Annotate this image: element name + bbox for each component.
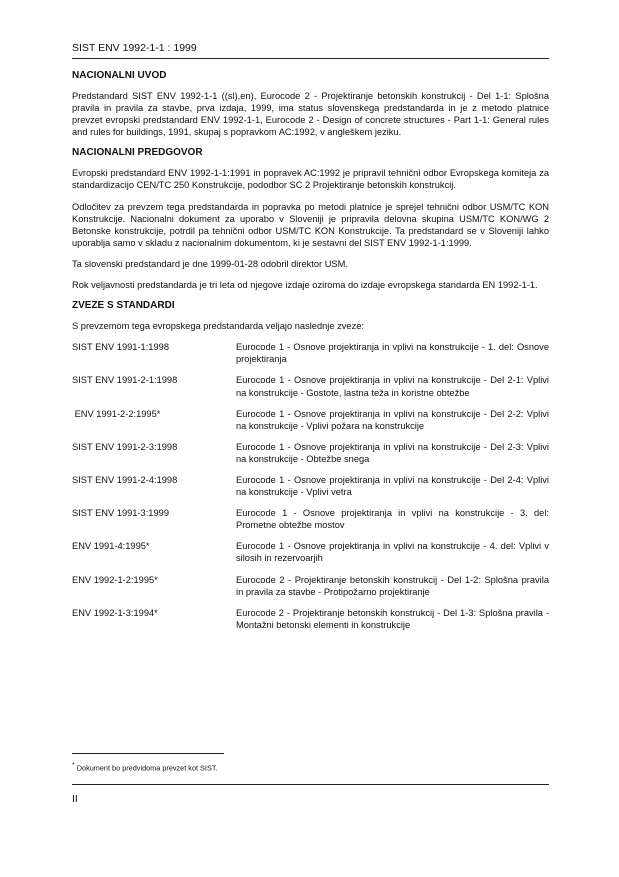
header-rule bbox=[72, 58, 549, 59]
document-header: SIST ENV 1992-1-1 : 1999 bbox=[72, 42, 197, 54]
footer-rule bbox=[72, 784, 549, 785]
section-heading: NACIONALNI UVOD bbox=[72, 70, 167, 81]
section-heading: NACIONALNI PREDGOVOR bbox=[72, 147, 203, 159]
reference-row bbox=[72, 574, 549, 598]
reference-code: SIST ENV 1991-2-1:1998 bbox=[72, 375, 178, 386]
reference-description: Eurocode 2 - Projektiranje betonskih konstrukcij - Del 1-2: Splošna pravila in pravila za stavbe - Protipožarno projektiranje bbox=[236, 574, 549, 597]
paragraph: Predstandard SIST ENV 1992-1-1 ((sl),en), Eurocode 2 - Projektiranje betonskih konstrukcij - Del 1-1: Splošna pravila in pravila za stavbe, prva izdaja, 1999, ima status slovenskega predstandarda in je z metodo platnice prevzet evropski predstandard ENV 1992-1-1, Eurocode 2 - Design of concrete structures - Part 1-1: General rules and rules for buildings, 1991, skupaj s popravkom AC:1992, v angleškem jeziku. bbox=[72, 91, 549, 138]
reference-description: Eurocode 1 - Osnove projektiranja in vplivi na konstrukcije - Del 2-1: Vplivi na konstrukcije - Gostote, lastna teža in koristne obtežbe bbox=[236, 375, 549, 398]
reference-description: Eurocode 1 - Osnove projektiranja in vplivi na konstrukcije - Del 2-3: Vplivi na konstrukcije - Obtežbe snega bbox=[236, 441, 549, 464]
paragraph: S prevzemom tega evropskega predstandarda veljajo naslednje zveze: bbox=[72, 321, 364, 332]
reference-description: Eurocode 1 - Osnove projektiranja in vplivi na konstrukcije - 4. del: Vplivi v silosih in rezervoarjih bbox=[236, 541, 549, 564]
reference-code: SIST ENV 1991-2-3:1998 bbox=[72, 441, 178, 452]
reference-code: SIST ENV 1991-2-4:1998 bbox=[72, 474, 178, 485]
reference-list bbox=[72, 341, 549, 631]
footnote-text: Dokument bo predvidoma prevzet kot SIST. bbox=[74, 763, 218, 773]
reference-row bbox=[72, 374, 549, 398]
reference-description: Eurocode 1 - Osnove projektiranja in vplivi na konstrukcije - Del 2-4: Vplivi na konstrukcije - Vplivi vetra bbox=[236, 474, 549, 498]
reference-description: Eurocode 1 - Osnove projektiranja in vplivi na konstrukcije - 3. del: Prometne obtežbe mostov bbox=[236, 508, 549, 531]
footnote-marker: * bbox=[72, 762, 75, 769]
reference-row bbox=[72, 507, 549, 531]
paragraph: Odločitev za prevzem tega predstandarda in popravka po metodi platnice je sprejel tehnični odbor USM/TC KON Konstrukcije. Nacionalni dokument za uporabo v Sloveniji je pripravila delovna skupina USM/TC KON/WG 2 Betonske konstrukcije, potrdil pa tehnični odbor USM/TC KON Konstrukcije. Ta predstandard se v Sloveniji lahko uporablja samo v skladu z nacionalnim dokumentom, ki je sestavni del SIST ENV 1992-1-1:1999. bbox=[72, 201, 549, 248]
paragraph: Evropski predstandard ENV 1992-1-1:1991 in popravek AC:1992 je pripravil tehnični odbor Evropskega komiteja za standardizacijo CEN/TC 250 Konstrukcije, pododbor SC 2 Projektiranje betonskih konstrukcij. bbox=[72, 168, 549, 191]
reference-description: Eurocode 1 - Osnove projektiranja in vplivi na konstrukcije - Del 2-2: Vplivi na konstrukcije - Vplivi požara na konstrukcije bbox=[236, 408, 549, 431]
paragraph: Ta slovenski predstandard je dne 1999-01-28 odobril direktor USM. bbox=[72, 258, 348, 269]
reference-code: ENV 1991-4:1995* bbox=[72, 541, 150, 552]
reference-row bbox=[72, 441, 549, 465]
reference-code: SIST ENV 1991-1:1998 bbox=[72, 342, 169, 353]
reference-code: SIST ENV 1991-3:1999 bbox=[72, 508, 169, 519]
page-content bbox=[72, 70, 549, 640]
reference-row bbox=[72, 408, 549, 432]
reference-description: Eurocode 2 - Projektiranje betonskih konstrukcij - Del 1-3: Splošna pravila - Montažni betonski elementi in konstrukcije bbox=[236, 607, 549, 630]
footnote-rule bbox=[72, 753, 224, 754]
reference-code: ENV 1992-1-3:1994* bbox=[72, 607, 158, 618]
section-nacionalni-predgovor bbox=[72, 147, 549, 291]
section-heading: ZVEZE S STANDARDI bbox=[72, 300, 175, 312]
reference-row bbox=[72, 474, 549, 498]
reference-row bbox=[72, 341, 549, 365]
reference-description: Eurocode 1 - Osnove projektiranja in vplivi na konstrukcije - 1. del: Osnove projektiranja bbox=[236, 342, 549, 365]
reference-row bbox=[72, 607, 549, 631]
page-number: II bbox=[72, 793, 78, 805]
footnote bbox=[72, 761, 218, 772]
paragraph: Rok veljavnosti predstandarda je tri leta od njegove izdaje oziroma do izdaje evropskega standarda EN 1992-1-1. bbox=[72, 280, 538, 291]
reference-code: ENV 1991-2-2:1995* bbox=[72, 408, 161, 419]
section-nacionalni-uvod bbox=[72, 70, 549, 138]
reference-code: ENV 1992-1-2:1995* bbox=[72, 574, 158, 585]
reference-row bbox=[72, 540, 549, 564]
section-zveze-s-standardi bbox=[72, 300, 549, 631]
